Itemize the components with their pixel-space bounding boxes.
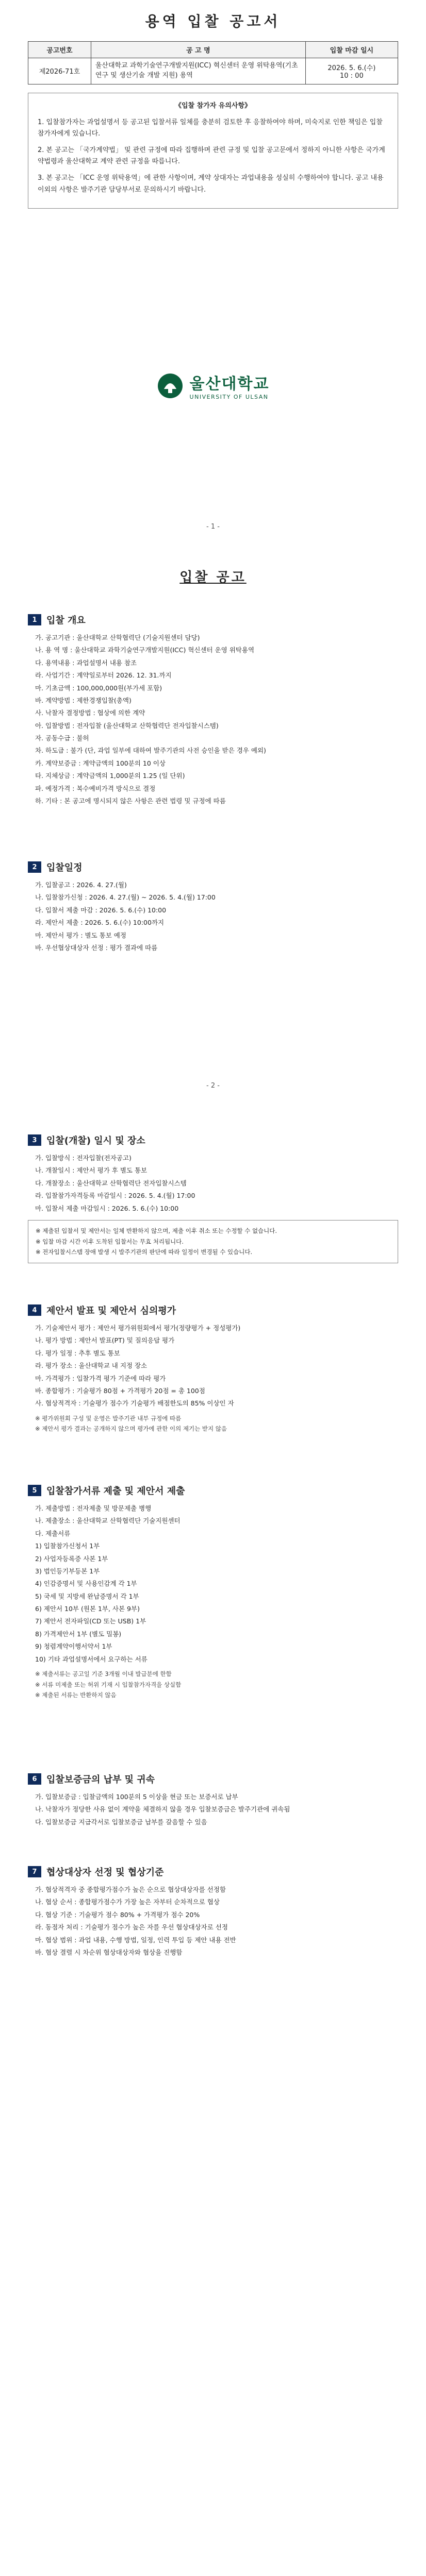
list-item: 가. 입찰방식 : 전자입찰(전자공고) [35,1154,132,1162]
university-logo [28,371,398,400]
list-item: 다. 입찰서 제출 마감 : 2026. 5. 6.(수) 10:00 [35,906,167,914]
announcement-number: 제2026-71호 [28,58,91,84]
section-notes [28,1413,398,1434]
notice-box [28,1220,398,1263]
section-items [28,1322,398,1410]
list-item: 다. 용역내용 : 과업설명서 내용 참조 [35,658,137,667]
list-item: 2) 사업자등록증 사본 1부 [35,1554,108,1563]
notice-line: ※ 제출된 입찰서 및 제안서는 일체 반환하지 않으며, 제출 이후 취소 또는 수정할 수 없습니다. [36,1227,277,1234]
section-heading-text: 입찰일정 [46,862,83,873]
list-item: 1) 입찰참가신청서 1부 [35,1542,100,1550]
list-item: 6) 제안서 10부 (원본 1부, 사본 9부) [35,1605,140,1613]
list-item: 나. 용 역 명 : 울산대학교 과학기술연구개발지원(ICC) 혁신센터 운영 위탁용역 [35,646,255,654]
section-number: 6 [28,1773,41,1785]
section-number: 4 [28,1304,41,1316]
list-item: 다. 입찰보증금 지급각서로 입찰보증금 납부를 갈음할 수 있음 [35,1818,207,1826]
summary-paragraph: 2. 본 공고는 「국가계약법」 및 관련 규정에 따라 집행하며 관련 규정 및 입찰 공고문에서 정하지 아니한 사항은 국가계약법령과 울산대학교 계약 관련 규정을 따릅니다. [38,146,385,166]
section-heading-text: 제안서 발표 및 제안서 심의평가 [46,1306,176,1316]
list-item: 4) 인감증명서 및 사용인감계 각 1부 [35,1580,137,1588]
section-heading [28,613,398,626]
list-item: 10) 기타 과업설명서에서 요구하는 서류 [35,1655,148,1663]
list-item: 차. 하도급 : 불가 (단, 과업 일부에 대하여 발주기관의 사전 승인을 받은 경우 예외) [35,747,266,755]
university-emblem-icon [157,372,184,399]
list-item: 가. 공고기관 : 울산대학교 산학협력단 (기술지원센터 담당) [35,634,200,641]
list-item: 라. 제안서 제출 : 2026. 5. 6.(수) 10:00까지 [35,919,165,927]
list-item: 나. 낙찰자가 정당한 사유 없이 계약을 체결하지 않을 경우 입찰보증금은 발주기관에 귀속됨 [35,1805,290,1814]
list-item: 나. 제출장소 : 울산대학교 산학협력단 기술지원센터 [35,1517,181,1525]
list-item: 다. 협상 기준 : 기술평가 점수 80% + 가격평가 점수 20% [35,1910,200,1919]
logo-english: UNIVERSITY OF ULSAN [189,394,269,400]
section-items [28,1884,398,1959]
list-item: 카. 계약보증금 : 계약금액의 100분의 10 이상 [35,759,166,767]
section-number: 7 [28,1866,41,1877]
note-line: ※ 제안서 평가 결과는 공개하지 않으며 평가에 관한 이의 제기는 받지 않음 [35,1425,227,1433]
section-heading [28,1133,398,1147]
list-item: 마. 기초금액 : 100,000,000원(부가세 포함) [35,684,162,692]
notice-line: ※ 입찰 마감 시간 이후 도착된 입찰서는 무효 처리됩니다. [36,1238,184,1245]
section-title: 입찰 공고 [179,570,247,585]
section-number: 2 [28,861,41,873]
list-item: 가. 협상적격자 중 종합평가점수가 높은 순으로 협상대상자를 선정함 [35,1886,226,1893]
section-number: 3 [28,1134,41,1146]
list-item: 가. 기술제안서 평가 : 제안서 평가위원회에서 평가(정량평가 + 정성평가) [35,1324,241,1332]
notice-summary-box [28,93,398,209]
announcement-name: 울산대학교 과학기술연구개발지원(ICC) 혁신센터 운영 위탁용역(기초연구 및 생산기술 개발 지원) 용역 [91,58,305,84]
logo-korean: 울산대학교 [189,375,270,393]
list-item: 마. 협상 범위 : 과업 내용, 수행 방법, 일정, 인력 투입 등 제안 내용 전반 [35,1936,236,1944]
list-item: 바. 협상 결렬 시 차순위 협상대상자와 협상을 진행함 [35,1948,183,1956]
note-line: ※ 서류 미제출 또는 허위 기재 시 입찰참가자격을 상실함 [35,1681,182,1688]
section-4 [28,1303,398,1434]
section-heading [28,1484,398,1497]
list-item: 라. 사업기간 : 계약일로부터 2026. 12. 31.까지 [35,671,172,680]
list-item: 9) 청렴계약이행서약서 1부 [35,1642,112,1651]
section-number: 1 [28,614,41,625]
section-items [28,879,398,954]
notice-line: ※ 전자입찰시스템 장애 발생 시 발주기관의 판단에 따라 일정이 변경될 수 있습니다. [36,1248,253,1256]
header-name: 공 고 명 [91,42,305,58]
section-3 [28,1133,398,1263]
list-item: 나. 평가 방법 : 제안서 발표(PT) 및 질의응답 평가 [35,1336,175,1345]
header-deadline: 입찰 마감 일시 [305,42,398,58]
list-item: 가. 입찰보증금 : 입찰금액의 100분의 5 이상을 현금 또는 보증서로 납부 [35,1793,238,1801]
list-item: 라. 동점자 처리 : 기술평가 점수가 높은 자를 우선 협상대상자로 선정 [35,1923,228,1931]
section-7 [28,1865,398,1959]
list-item: 나. 입찰참가신청 : 2026. 4. 27.(월) ~ 2026. 5. 4.(월) 17:00 [35,893,216,902]
section-heading-text: 협상대상자 선정 및 협상기준 [46,1867,164,1878]
list-item: 바. 우선협상대상자 선정 : 평가 결과에 따름 [35,943,158,952]
section-heading [28,860,398,874]
section-5 [28,1484,398,1701]
list-item: 나. 협상 순서 : 종합평가점수가 가장 높은 자부터 순차적으로 협상 [35,1898,220,1906]
list-item: 라. 평가 장소 : 울산대학교 내 지정 장소 [35,1362,148,1370]
list-item: 바. 종합평가 : 기술평가 80점 + 가격평가 20점 = 총 100점 [35,1386,205,1395]
list-item: 나. 개찰일시 : 제안서 평가 후 별도 통보 [35,1166,148,1175]
list-item: 마. 가격평가 : 입찰가격 평가 기준에 따라 평가 [35,1374,166,1382]
summary-paragraph: 1. 입찰참가자는 과업설명서 등 공고된 입찰서류 일체를 충분히 검토한 후 응찰하여야 하며, 미숙지로 인한 책임은 입찰참가자에게 있습니다. [38,118,383,138]
section-heading-text: 입찰 개요 [46,615,86,626]
list-item: 다. 개찰장소 : 울산대학교 산학협력단 전자입찰시스템 [35,1179,187,1187]
list-item: 마. 제안서 평가 : 별도 통보 예정 [35,931,126,939]
section-notes [28,1669,398,1701]
list-item: 마. 입찰서 제출 마감일시 : 2026. 5. 6.(수) 10:00 [35,1204,179,1212]
page-number: - 2 - [206,1082,220,1090]
section-heading-text: 입찰(개찰) 일시 및 장소 [46,1136,145,1146]
deadline-cell [305,58,398,84]
list-item: 가. 입찰공고 : 2026. 4. 27.(월) [35,881,127,889]
summary-paragraph: 3. 본 공고는 「ICC 운영 위탁용역」에 관한 사항이며, 계약 상대자는 과업내용을 성실히 수행하여야 합니다. 공고 내용 이외의 사항은 발주기관 담당부서로 문의하시기 바랍니다. [38,174,384,194]
list-item: 3) 법인등기부등본 1부 [35,1567,100,1575]
list-item: 자. 공동수급 : 불허 [35,734,89,742]
note-line: ※ 평가위원회 구성 및 운영은 발주기관 내부 규정에 따름 [35,1414,182,1422]
list-item: 사. 협상적격자 : 기술평가 점수가 기술평가 배점한도의 85% 이상인 자 [35,1399,234,1408]
list-item: 다. 제출서류 [35,1529,71,1537]
list-item: 바. 계약방법 : 제한경쟁입찰(총액) [35,696,132,704]
section-6 [28,1772,398,1828]
section-items [28,1791,398,1828]
list-item: 타. 지체상금 : 계약금액의 1,000분의 1.25 (일 단위) [35,772,185,780]
list-item: 다. 평가 일정 : 추후 별도 통보 [35,1349,120,1357]
section-items [28,1502,398,1666]
section-heading [28,1865,398,1878]
section-1 [28,613,398,807]
section-heading-text: 입찰보증금의 납부 및 귀속 [46,1774,155,1785]
list-item: 7) 제안서 전자파일(CD 또는 USB) 1부 [35,1617,146,1625]
list-item: 하. 기타 : 본 공고에 명시되지 않은 사항은 관련 법령 및 규정에 따름 [35,796,226,805]
header-number: 공고번호 [28,42,91,58]
page-number: - 1 - [206,523,220,531]
section-number: 5 [28,1485,41,1496]
list-item: 8) 가격제안서 1부 (별도 밀봉) [35,1630,122,1638]
list-item: 사. 낙찰자 결정방법 : 협상에 의한 계약 [35,709,145,717]
list-item: 파. 예정가격 : 복수예비가격 방식으로 결정 [35,784,156,792]
section-2 [28,860,398,954]
list-item: 라. 입찰참가자격등록 마감일시 : 2026. 5. 4.(월) 17:00 [35,1192,195,1200]
list-item: 5) 국세 및 지방세 완납증명서 각 1부 [35,1592,139,1600]
list-item: 아. 입찰방법 : 전자입찰 (울산대학교 산학협력단 전자입찰시스템) [35,721,219,730]
document-title: 용역 입찰 공고서 [145,13,281,30]
summary-title: 《입찰 참가자 유의사항》 [174,102,252,110]
deadline-date: 2026. 5. 6.(수) [327,64,376,72]
deadline-time: 10 : 00 [340,72,364,80]
list-item: 가. 제출방법 : 전자제출 및 방문제출 병행 [35,1504,152,1512]
section-heading [28,1303,398,1317]
section-heading-text: 입찰참가서류 제출 및 제안서 제출 [46,1486,185,1497]
section-items [28,632,398,807]
announcement-meta-table [28,41,398,84]
note-line: ※ 제출된 서류는 반환하지 않음 [35,1691,117,1699]
note-line: ※ 제출서류는 공고일 기준 3개월 이내 발급분에 한함 [35,1670,172,1677]
section-items [28,1152,398,1215]
section-heading [28,1772,398,1786]
